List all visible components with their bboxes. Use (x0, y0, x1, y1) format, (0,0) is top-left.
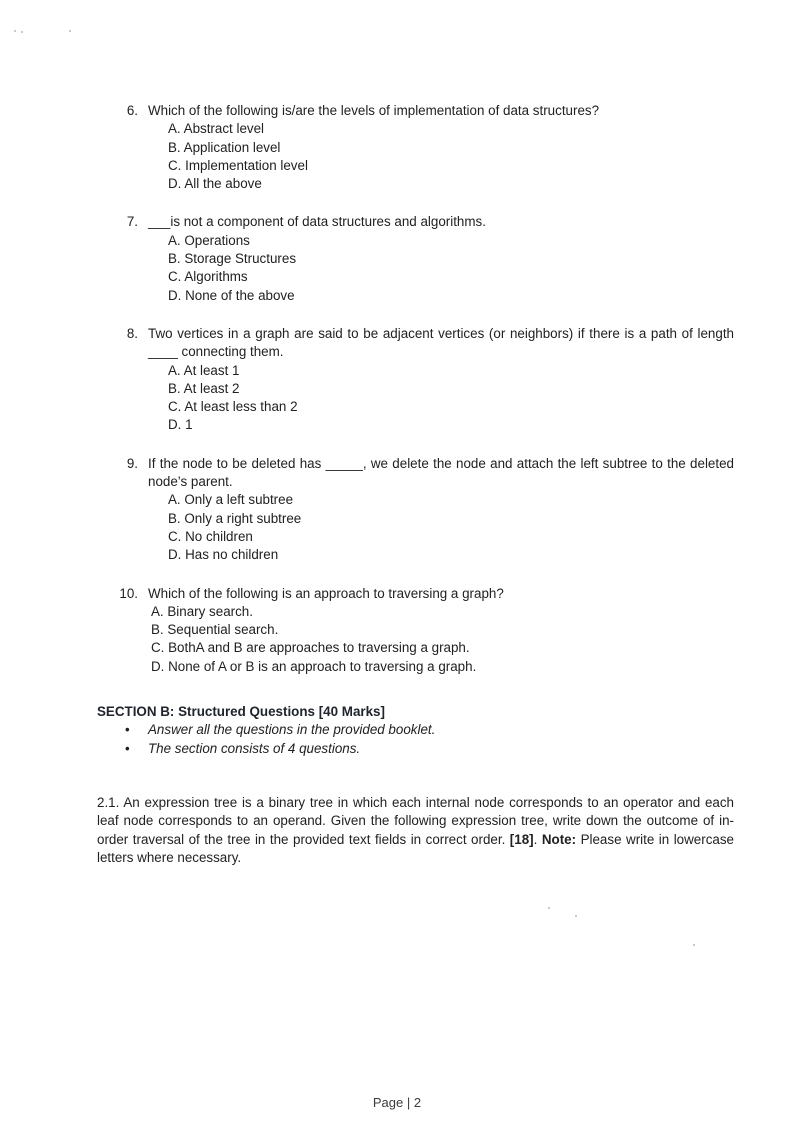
instruction-text: Answer all the questions in the provided booklet. (148, 722, 436, 738)
question-2-1-text-cont: Please write in lowercase letters where necessary. (97, 831, 734, 865)
option-d: D. All the above (168, 176, 262, 192)
question-options (148, 232, 734, 305)
question-text: Two vertices in a graph are said to be adjacent vertices (or neighbors) if there is a path of length ____ connecting them. (148, 325, 734, 360)
marks-badge: [18] (509, 831, 534, 847)
option-d: D. Has no children (168, 547, 279, 563)
instruction-text: The section consists of 4 questions. (148, 740, 361, 756)
question-6 (97, 102, 734, 193)
page-footer: Page | 2 (372, 1095, 422, 1110)
option-b: B. At least 2 (168, 380, 240, 396)
option-b: B. Application level (168, 139, 281, 155)
option-d: D. 1 (168, 417, 193, 433)
option-c: C. Implementation level (168, 157, 308, 173)
bullet-icon: • (125, 722, 130, 738)
question-number: 7. (126, 214, 138, 230)
option-a: A. Abstract level (168, 121, 265, 137)
scan-artifact (693, 944, 695, 946)
question-text: ___is not a component of data structures and algorithms. (148, 214, 486, 230)
option-b: B. Sequential search. (151, 622, 279, 638)
option-a: A. Operations (168, 232, 250, 248)
question-9 (97, 455, 734, 565)
question-number: 6. (126, 103, 138, 118)
page-content (97, 102, 734, 867)
option-a: A. Only a left subtree (168, 492, 294, 508)
instruction-item (125, 740, 734, 758)
question-number: 9. (126, 455, 138, 471)
question-options (148, 120, 734, 193)
option-b: B. Only a right subtree (168, 510, 302, 526)
bullet-icon: • (125, 740, 130, 756)
scan-artifact (14, 30, 16, 32)
question-2-1 (97, 794, 734, 867)
option-a: A. Binary search. (151, 603, 253, 619)
question-options (148, 603, 734, 676)
option-b: B. Storage Structures (168, 251, 297, 267)
question-number: 8. (126, 325, 138, 341)
option-c: C. BothA and B are approaches to traversing a graph. (151, 640, 470, 656)
option-a: A. At least 1 (168, 362, 240, 378)
option-d: D. None of A or B is an approach to traversing a graph. (151, 658, 477, 674)
question-2-1-separator: . (533, 831, 542, 847)
question-10 (97, 585, 734, 676)
scan-artifact (575, 915, 577, 917)
option-d: D. None of the above (168, 287, 295, 303)
scan-artifact (69, 30, 71, 32)
instruction-item (125, 721, 734, 739)
section-b-heading: SECTION B: Structured Questions [40 Marks] (97, 704, 385, 720)
option-c: C. Algorithms (168, 269, 248, 285)
question-text: Which of the following is an approach to traversing a graph? (148, 585, 504, 601)
question-options (148, 362, 734, 435)
section-b (97, 703, 734, 758)
question-text: Which of the following is/are the levels of implementation of data structures? (148, 103, 600, 118)
question-7 (97, 213, 734, 304)
option-c: C. At least less than 2 (168, 399, 298, 415)
question-text: If the node to be deleted has _____, we delete the node and attach the left subtree to the deleted node’s parent. (148, 455, 734, 490)
question-2-1-text: 2.1. An expression tree is a binary tree in which each internal node corresponds to an operator and each leaf node corresponds to an operand. Given the following expression tree, write down the outcome of in-order traversal of the tree in the provided text fields in correct order. (97, 794, 734, 847)
section-b-instructions (97, 721, 734, 758)
note-label: Note: (541, 831, 577, 847)
scan-artifact (548, 907, 550, 909)
scan-artifact (21, 31, 23, 33)
question-number: 10. (119, 585, 138, 601)
option-c: C. No children (168, 528, 253, 544)
question-8 (97, 325, 734, 435)
question-options (148, 491, 734, 564)
